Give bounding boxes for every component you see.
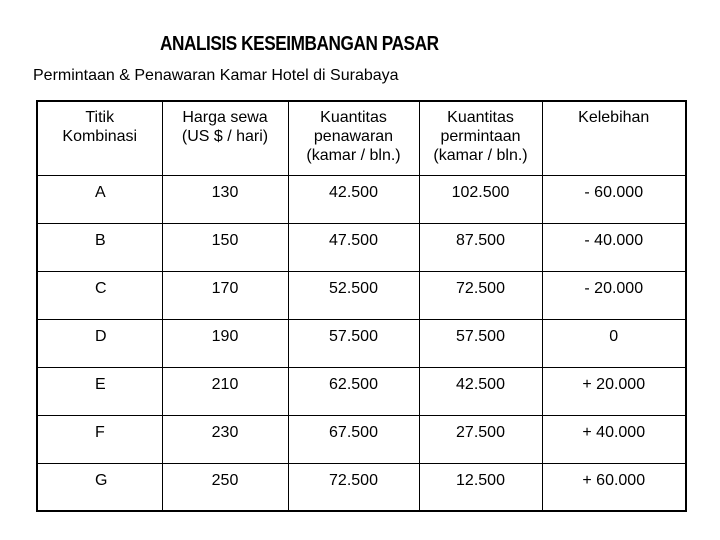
header-line: penawaran: [313, 128, 394, 145]
cell-harga: 190: [162, 319, 288, 367]
cell-penawaran: 72.500: [288, 463, 419, 511]
cell-harga: 230: [162, 415, 288, 463]
cell-titik: E: [37, 367, 162, 415]
table-row: [37, 367, 686, 415]
header-line: Kombinasi: [62, 128, 138, 145]
cell-penawaran: 42.500: [288, 175, 419, 223]
cell-permintaan: 27.500: [419, 415, 542, 463]
cell-titik: D: [37, 319, 162, 367]
table-row: [37, 463, 686, 511]
page-subtitle: Permintaan & Penawaran Kamar Hotel di Surabaya: [33, 67, 399, 84]
header-line: Kuantitas: [447, 109, 514, 126]
header-line: (kamar / bln.): [306, 147, 401, 164]
header-kuantitas-permintaan: [419, 101, 542, 175]
cell-harga: 170: [162, 271, 288, 319]
header-kuantitas-penawaran: [288, 101, 419, 175]
cell-permintaan: 102.500: [419, 175, 542, 223]
header-line: (US $ / hari): [181, 128, 269, 145]
cell-permintaan: 72.500: [419, 271, 542, 319]
cell-permintaan: 57.500: [419, 319, 542, 367]
table-row: [37, 415, 686, 463]
table-row: [37, 319, 686, 367]
table-row: [37, 223, 686, 271]
cell-titik: A: [37, 175, 162, 223]
cell-kelebihan: 0: [542, 319, 686, 367]
cell-kelebihan: + 60.000: [542, 463, 686, 511]
cell-titik: G: [37, 463, 162, 511]
cell-titik: F: [37, 415, 162, 463]
cell-penawaran: 62.500: [288, 367, 419, 415]
cell-penawaran: 52.500: [288, 271, 419, 319]
cell-harga: 150: [162, 223, 288, 271]
header-line: (kamar / bln.): [433, 147, 528, 164]
cell-kelebihan: - 60.000: [542, 175, 686, 223]
page-title: ANALISIS KESEIMBANGAN PASAR: [160, 33, 439, 55]
cell-penawaran: 47.500: [288, 223, 419, 271]
cell-permintaan: 12.500: [419, 463, 542, 511]
cell-harga: 250: [162, 463, 288, 511]
market-equilibrium-table: [36, 100, 687, 512]
cell-kelebihan: + 40.000: [542, 415, 686, 463]
cell-penawaran: 67.500: [288, 415, 419, 463]
table-header-row: [37, 101, 686, 175]
cell-penawaran: 57.500: [288, 319, 419, 367]
cell-kelebihan: - 20.000: [542, 271, 686, 319]
header-line: permintaan: [440, 128, 521, 145]
header-harga-sewa: [162, 101, 288, 175]
table-row: [37, 271, 686, 319]
header-kelebihan: [542, 101, 686, 175]
header-line: Harga sewa: [182, 109, 268, 126]
header-line: Kelebihan: [578, 109, 650, 126]
header-line: Kuantitas: [320, 109, 387, 126]
cell-permintaan: 87.500: [419, 223, 542, 271]
cell-harga: 130: [162, 175, 288, 223]
header-titik-kombinasi: [37, 101, 162, 175]
cell-titik: C: [37, 271, 162, 319]
cell-harga: 210: [162, 367, 288, 415]
cell-permintaan: 42.500: [419, 367, 542, 415]
cell-titik: B: [37, 223, 162, 271]
cell-kelebihan: + 20.000: [542, 367, 686, 415]
cell-kelebihan: - 40.000: [542, 223, 686, 271]
header-line: Titik: [85, 109, 115, 126]
table-row: [37, 175, 686, 223]
